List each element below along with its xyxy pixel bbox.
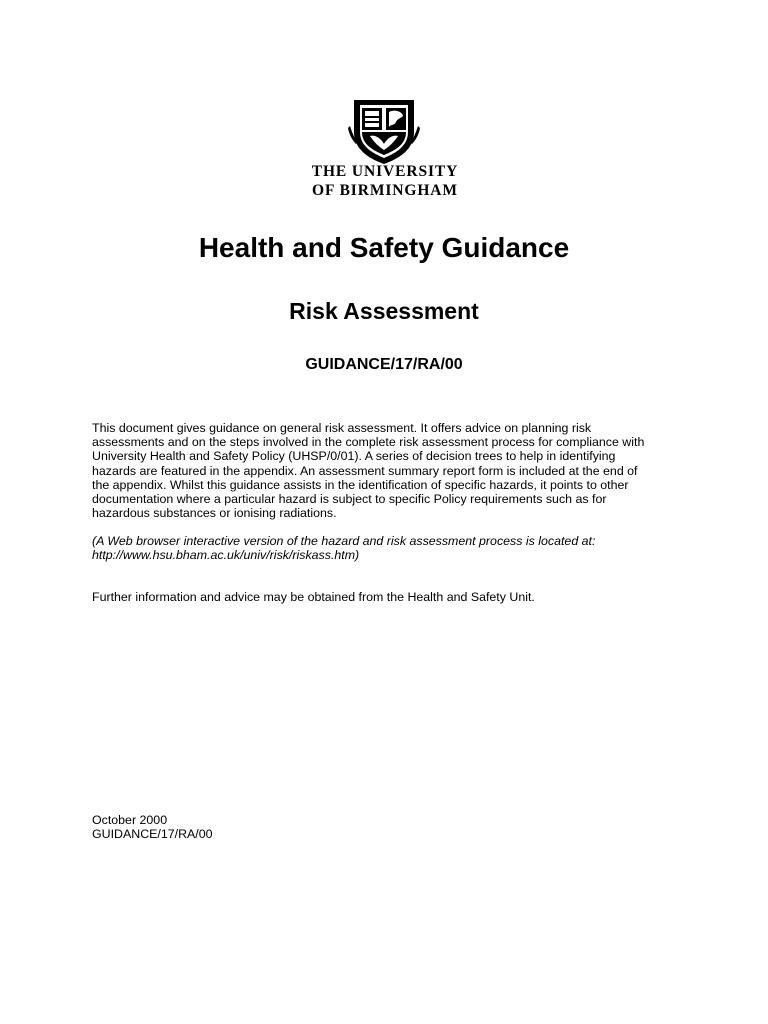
intro-line: hazards are featured in the appendix. An assessment summary report form is included at the end of <box>92 463 638 478</box>
document-subtitle: Risk Assessment <box>289 298 479 324</box>
intro-line: University Health and Safety Policy (UHSP/0/01). A series of decision trees to help in identifying <box>92 449 616 464</box>
further-info-line: Further information and advice may be obtained from the Health and Safety Unit. <box>92 590 535 604</box>
crest-icon <box>348 96 420 166</box>
intro-line: This document gives guidance on general risk assessment. It offers advice on planning risk <box>92 421 592 435</box>
document-title: Health and Safety Guidance <box>198 232 570 263</box>
further-info-paragraph <box>92 590 692 604</box>
web-note-paragraph <box>92 534 692 562</box>
intro-line: assessments and on the steps involved in the complete risk assessment process for compliance with <box>92 435 645 450</box>
web-note-line: http://www.hsu.bham.ac.uk/univ/risk/riskass.htm) <box>92 548 360 563</box>
web-note-line: (A Web browser interactive version of the hazard and risk assessment process is located at: <box>92 534 596 548</box>
footer <box>92 813 692 841</box>
university-name-line-1: THE UNIVERSITY <box>311 163 459 180</box>
document-code: GUIDANCE/17/RA/00 <box>305 356 463 373</box>
university-name-line-2: OF BIRMINGHAM <box>312 182 458 199</box>
intro-line: documentation where a particular hazard is subject to specific Policy requirements such as for <box>92 492 607 507</box>
intro-line: hazardous substances or ionising radiations. <box>92 506 337 521</box>
footer-date: October 2000 <box>92 813 168 827</box>
intro-line: the appendix. Whilst this guidance assists in the identification of specific hazards, it points to other <box>92 477 629 492</box>
university-logo <box>300 90 470 210</box>
intro-paragraph <box>92 421 692 520</box>
university-name <box>300 162 470 200</box>
footer-code: GUIDANCE/17/RA/00 <box>92 827 213 842</box>
